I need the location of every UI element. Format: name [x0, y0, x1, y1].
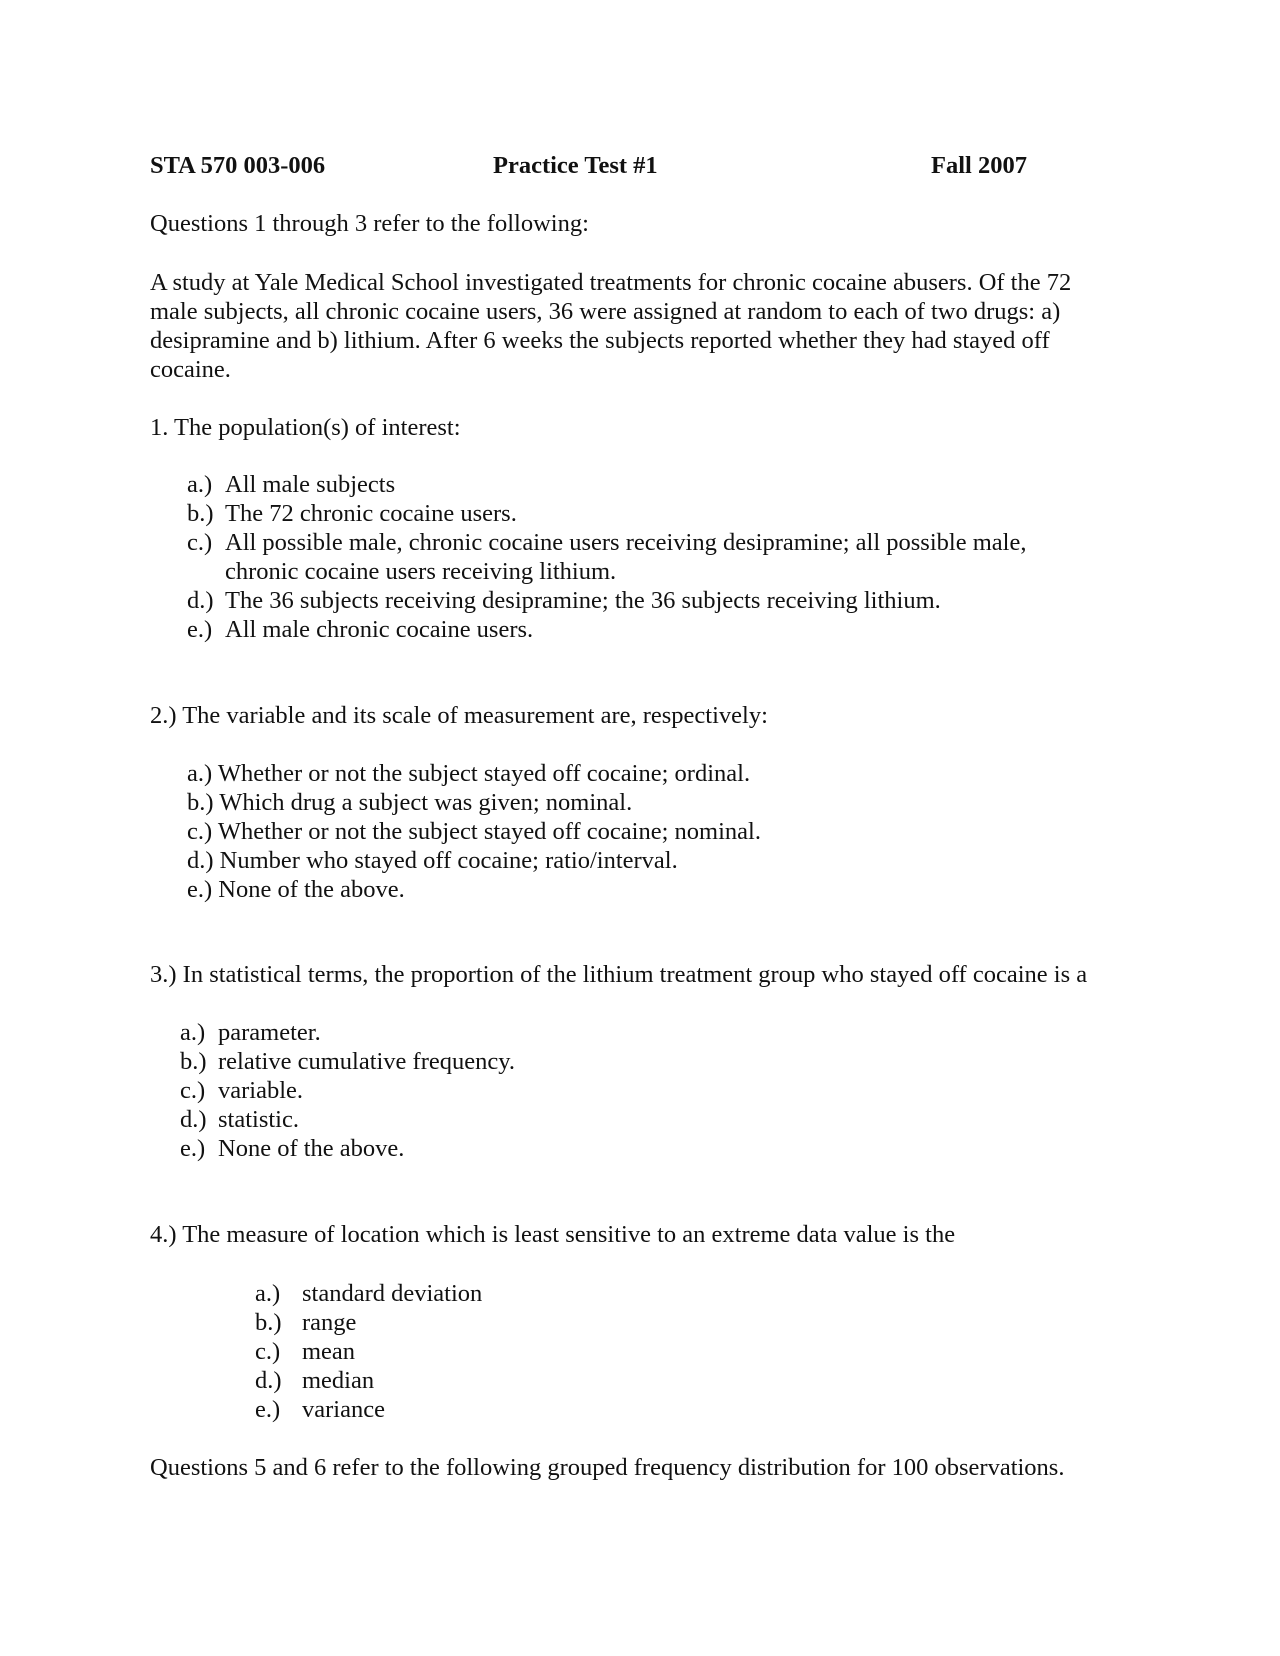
- term-label: Fall 2007: [931, 152, 1027, 179]
- option-text: The 72 chronic cocaine users.: [225, 500, 517, 527]
- option-label: e.): [255, 1396, 281, 1423]
- option-text: relative cumulative frequency.: [218, 1048, 516, 1075]
- option-label: d.): [187, 587, 214, 614]
- option-label: b.): [255, 1309, 282, 1336]
- intro-questions-1-3: Questions 1 through 3 refer to the following:: [150, 210, 589, 237]
- option-text: The 36 subjects receiving desipramine; the 36 subjects receiving lithium.: [225, 587, 941, 614]
- study-text-line: desipramine and b) lithium. After 6 weeks the subjects reported whether they had stayed off: [150, 327, 1050, 354]
- option-label: e.): [180, 1135, 206, 1162]
- option-text: d.) Number who stayed off cocaine; ratio/interval.: [187, 847, 678, 874]
- option-label: a.): [187, 471, 213, 498]
- question-stem: 3.) In statistical terms, the proportion of the lithium treatment group who stayed off cocaine is a: [150, 961, 1088, 988]
- option-label: d.): [180, 1106, 207, 1133]
- option-text: mean: [302, 1338, 356, 1365]
- option-text: None of the above.: [218, 1135, 405, 1162]
- option-text: All possible male, chronic cocaine users receiving desipramine; all possible male,: [225, 529, 1027, 556]
- course-code: STA 570 003-006: [150, 152, 326, 179]
- option-text: variance: [302, 1396, 385, 1423]
- option-text: All male chronic cocaine users.: [225, 616, 534, 643]
- document-title: Practice Test #1: [493, 152, 658, 179]
- option-label: c.): [187, 529, 213, 556]
- option-label: c.): [180, 1077, 206, 1104]
- option-text: variable.: [218, 1077, 304, 1104]
- option-text: range: [302, 1309, 357, 1336]
- option-label: e.): [187, 616, 213, 643]
- option-label: d.): [255, 1367, 282, 1394]
- option-label: a.): [180, 1019, 206, 1046]
- study-text-line: cocaine.: [150, 356, 231, 383]
- option-text: e.) None of the above.: [187, 876, 405, 903]
- study-text-line: A study at Yale Medical School investigated treatments for chronic cocaine abusers. Of the 72: [150, 269, 1072, 296]
- question-stem: 2.) The variable and its scale of measurement are, respectively:: [150, 702, 768, 729]
- option-text: All male subjects: [225, 471, 396, 498]
- option-text: median: [302, 1367, 375, 1394]
- option-label: c.): [255, 1338, 281, 1365]
- option-text: parameter.: [218, 1019, 321, 1046]
- option-label: a.): [255, 1280, 281, 1307]
- intro-questions-5-6: Questions 5 and 6 refer to the following grouped frequency distribution for 100 observations.: [150, 1454, 1065, 1481]
- option-label: b.): [180, 1048, 207, 1075]
- study-text-line: male subjects, all chronic cocaine users, 36 were assigned at random to each of two drugs: a): [150, 298, 1061, 325]
- option-text: c.) Whether or not the subject stayed off cocaine; nominal.: [187, 818, 761, 845]
- question-stem: 1. The population(s) of interest:: [150, 414, 461, 441]
- question-stem: 4.) The measure of location which is least sensitive to an extreme data value is the: [150, 1221, 956, 1248]
- option-text: a.) Whether or not the subject stayed off cocaine; ordinal.: [187, 760, 751, 787]
- option-text: standard deviation: [302, 1280, 483, 1307]
- option-label: b.): [187, 500, 214, 527]
- option-text-continued: chronic cocaine users receiving lithium.: [225, 558, 617, 585]
- option-text: statistic.: [218, 1106, 299, 1133]
- option-text: b.) Which drug a subject was given; nominal.: [187, 789, 633, 816]
